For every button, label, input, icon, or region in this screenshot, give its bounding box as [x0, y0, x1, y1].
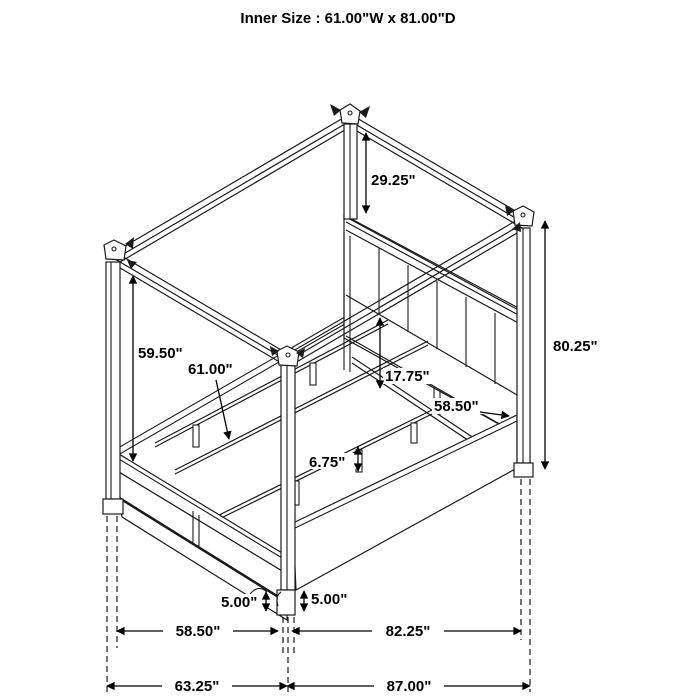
back-post [344, 124, 357, 219]
dim-support-leg-height: 6.75" [309, 454, 346, 471]
left-post-foot [103, 499, 123, 514]
page-title: Inner Size : 61.00"W x 81.00"D [240, 10, 456, 27]
dim-overall-depth: 87.00" [386, 678, 432, 695]
dim-footboard-foot-height: 5.00" [221, 594, 258, 611]
dim-footboard-width: 58.50" [175, 623, 221, 640]
left-post [103, 262, 123, 514]
dim-slat-length: 61.00" [188, 361, 233, 378]
drawer-front [114, 469, 287, 603]
support-leg [193, 425, 199, 447]
side-rail [293, 415, 517, 590]
right-post-foot [514, 463, 533, 477]
dim-post-height: 80.25" [553, 338, 598, 355]
dim-overall-width: 63.25" [174, 678, 220, 695]
dim-canopy-to-headboard: 29.25" [371, 172, 416, 189]
support-leg [411, 423, 417, 443]
dim-canopy-underside-height: 59.50" [138, 345, 183, 362]
support-leg [310, 363, 316, 385]
dim-side-rail-foot-height: 5.00" [311, 591, 348, 608]
dim-headboard-to-platform: 17.75" [385, 368, 430, 385]
dim-rail-inner-width: 58.50" [434, 398, 479, 415]
right-post [514, 228, 533, 477]
dim-side-rail-length: 82.25" [385, 623, 431, 640]
